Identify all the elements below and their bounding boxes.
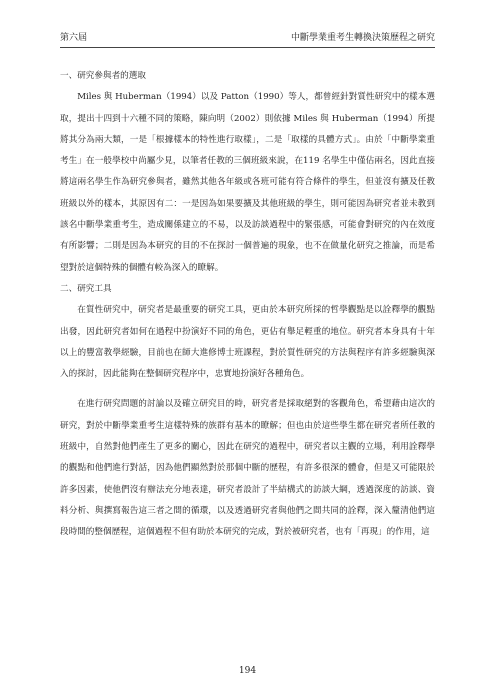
instruments-paragraph-2: 在進行研究問題的討論以及確立研究目的時，研究者是採取絕對的客觀角色，希望藉由這次的研究，對於中斷學業重考生這樣特殊的族群有基本的瞭解；但也由於這些學生都在研究者所任教的班級中，自然對他們產生了更多的關心，因此在研究的過程中，研究者以主觀的立場，利用詮釋學的觀點和他們進行對話，因為他們顯然對於那個中斷的歷程，有許多很深的體會，但是又可能限於許多因素，使他們沒有辦法充分地表達，研究者設計了半結構式的訪談大綱，透過深度的訪談、資料分析、與撰寫報告這三者之間的循環，以及透過研究者與他們之間共同的詮釋，深入釐清他們這段時間的整個歷程，這個過程不但有助於本研究的完成，對於被研究者，也有「再現」的作用，這 (60, 399, 435, 538)
page-body (60, 66, 435, 544)
participants-paragraph: Miles 與 Huberman（1994）以及 Patton（1990）等人，都曾經針對質性研究中的樣本選取，提出十四到十六種不同的策略，陳向明（2002）則依據 Miles 與 Huberman（1994）所提將其分為兩大類，一是「根據樣本的特性進行取樣」，二是「取樣的具體方式」。由於「中斷學業重考生」在一般學校中尚屬少見，以筆者任教的三個班級來說，在119 名學生中僅佔兩名，因此直接將這兩名學生作為研究參與者，雖然其他各年級或各班可能有符合條件的學生，但並沒有擴及任教班級以外的樣本，其原因有二：一是因為如果要擴及其他班級的學生，則可能因為研究者並未教到該名中斷學業重考生，造成關係建立的不易，以及訪談過程中的緊張感，可能會對研究的內在效度有所影響；二則是因為本研究的目的不在探討一個普遍的現象，也不在做量化研究之推論，而是希望對於這個特殊的個體有較為深入的瞭解。 (60, 92, 435, 273)
header-right: 中斷學業重考生轉換決策歷程之研究 (290, 33, 435, 43)
instruments-paragraph-1: 在質性研究中，研究者是最重要的研究工具，更由於本研究所採的哲學觀點是以詮釋學的觀點出發，因此研究者如何在過程中扮演好不同的角色，更佔有舉足輕重的地位。研究者本身具有十年以上的豐富教學經驗，目前也在師大進修博士班課程，對於質性研究的方法與程序有許多經驗與深入的探討，因此能夠在整個研究程序中，忠實地扮演好各種角色。 (60, 305, 435, 380)
section-heading-instruments: 二、研究工具 (60, 283, 112, 294)
header-divider (60, 47, 435, 48)
running-header (60, 30, 435, 43)
section-heading-participants: 一、研究參與者的選取 (60, 71, 146, 81)
page-number: 194 (238, 666, 257, 676)
header-left: 第六屆 (60, 33, 88, 43)
